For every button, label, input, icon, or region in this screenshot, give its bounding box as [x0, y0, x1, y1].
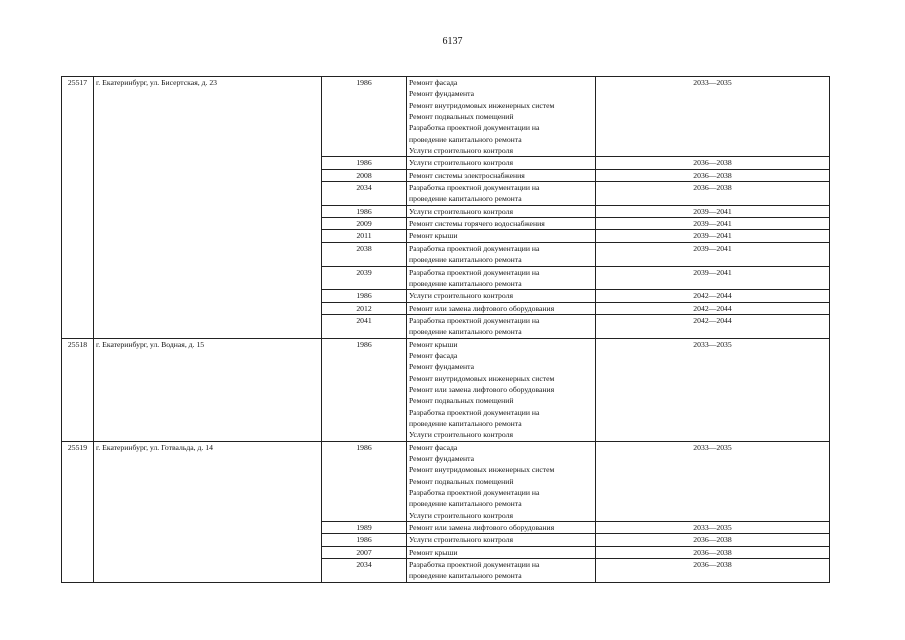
- entry-year: 2039: [322, 266, 407, 290]
- entry-year: 1989: [322, 522, 407, 534]
- entry-works: [407, 230, 596, 242]
- entry-period: 2033—2035: [596, 338, 830, 441]
- entry-period: 2039—2041: [596, 266, 830, 290]
- entry-year: 2041: [322, 314, 407, 338]
- entry-year: 1986: [322, 534, 407, 546]
- entry-year: 1986: [322, 157, 407, 169]
- work-item: Ремонт или замена лифтового оборудования: [409, 523, 555, 533]
- entry-year: 1986: [322, 77, 407, 157]
- capital-repair-table: [61, 76, 830, 583]
- work-item: Ремонт внутридомовых инженерных систем: [409, 465, 555, 475]
- work-item: Разработка проектной документации на: [409, 267, 540, 277]
- entry-year: 2038: [322, 242, 407, 266]
- entry-period: 2042—2044: [596, 314, 830, 338]
- table-body: [62, 77, 830, 583]
- work-item: Ремонт крыши: [409, 339, 458, 349]
- work-item: Ремонт фундамента: [409, 362, 475, 372]
- entry-works: [407, 290, 596, 302]
- work-item: Услуги строительного контроля: [409, 430, 513, 440]
- table-row: [62, 441, 830, 521]
- record-number: 25518: [62, 338, 94, 441]
- record-address: г. Екатеринбург, ул. Готвальда, д. 14: [94, 441, 322, 582]
- entry-works: [407, 218, 596, 230]
- work-item: Ремонт фундамента: [409, 454, 475, 463]
- entry-works: [407, 205, 596, 217]
- entry-period: 2033—2035: [596, 77, 830, 157]
- work-item: Разработка проектной документации на: [409, 123, 540, 133]
- entry-year: 2008: [322, 169, 407, 181]
- entry-year: 2011: [322, 230, 407, 242]
- entry-year: 1986: [322, 290, 407, 302]
- entry-period: 2033—2035: [596, 522, 830, 534]
- work-item: Услуги строительного контроля: [409, 510, 513, 520]
- work-item: Услуги строительного контроля: [409, 206, 513, 216]
- entry-works: [407, 534, 596, 546]
- record-address: г. Екатеринбург, ул. Водная, д. 15: [94, 338, 322, 441]
- entry-works: [407, 242, 596, 266]
- work-item: Разработка проектной документации на: [409, 243, 540, 253]
- work-item: Разработка проектной документации на: [409, 183, 540, 193]
- entry-period: 2042—2044: [596, 302, 830, 314]
- entry-year: 2012: [322, 302, 407, 314]
- work-item: Ремонт крыши: [409, 547, 458, 557]
- work-item: Разработка проектной документации на: [409, 560, 540, 570]
- entry-period: 2039—2041: [596, 205, 830, 217]
- entry-period: 2039—2041: [596, 242, 830, 266]
- work-item: Услуги строительного контроля: [409, 291, 513, 301]
- entry-works: [407, 266, 596, 290]
- entry-works: [407, 157, 596, 169]
- entry-period: 2033—2035: [596, 441, 830, 521]
- work-item: проведение капитального ремонта: [409, 278, 522, 288]
- work-item: проведение капитального ремонта: [409, 327, 522, 337]
- entry-year: 1986: [322, 338, 407, 441]
- work-item: Разработка проектной документации на: [409, 407, 540, 417]
- entry-period: 2036—2038: [596, 559, 830, 583]
- record-address: г. Екатеринбург, ул. Бисертская, д. 23: [94, 77, 322, 339]
- work-item: Ремонт внутридомовых инженерных систем: [409, 100, 555, 110]
- work-item: Разработка проектной документации на: [409, 488, 540, 498]
- work-item: Ремонт фасада: [409, 350, 458, 360]
- record-number: 25517: [62, 77, 94, 339]
- work-item: Услуги строительного контроля: [409, 146, 513, 156]
- entry-year: 2007: [322, 546, 407, 558]
- entry-year: 1986: [322, 205, 407, 217]
- table-row: [62, 338, 830, 441]
- work-item: проведение капитального ремонта: [409, 255, 522, 265]
- work-item: Ремонт или замена лифтового оборудования: [409, 303, 555, 313]
- work-item: проведение капитального ремонта: [409, 134, 522, 144]
- entry-works: [407, 522, 596, 534]
- entry-works: [407, 338, 596, 441]
- work-item: Ремонт системы электроснабжения: [409, 170, 525, 180]
- work-item: Услуги строительного контроля: [409, 535, 513, 545]
- work-item: Ремонт крыши: [409, 231, 458, 241]
- entry-works: [407, 182, 596, 206]
- entry-period: 2036—2038: [596, 546, 830, 558]
- entry-period: 2036—2038: [596, 169, 830, 181]
- work-item: проведение капитального ремонта: [409, 194, 522, 204]
- page-number: 6137: [442, 36, 463, 47]
- entry-year: 1986: [322, 441, 407, 521]
- table-row: [62, 77, 830, 157]
- work-item: проведение капитального ремонта: [409, 418, 522, 428]
- entry-period: 2042—2044: [596, 290, 830, 302]
- record-number: 25519: [62, 441, 94, 582]
- work-item: Ремонт или замена лифтового оборудования: [409, 384, 555, 394]
- work-item: Разработка проектной документации на: [409, 315, 540, 325]
- entry-year: 2034: [322, 559, 407, 583]
- entry-works: [407, 169, 596, 181]
- work-item: проведение капитального ремонта: [409, 499, 522, 509]
- entry-period: 2039—2041: [596, 218, 830, 230]
- work-item: Ремонт фундамента: [409, 89, 475, 99]
- entry-period: 2036—2038: [596, 534, 830, 546]
- entry-works: [407, 546, 596, 558]
- entry-year: 2009: [322, 218, 407, 230]
- work-item: Ремонт фасада: [409, 442, 458, 452]
- entry-period: 2036—2038: [596, 182, 830, 206]
- entry-period: 2039—2041: [596, 230, 830, 242]
- work-item: Услуги строительного контроля: [409, 158, 513, 168]
- work-item: Ремонт системы горячего водоснабжения: [409, 219, 545, 229]
- entry-works: [407, 441, 596, 521]
- work-item: Ремонт подвальных помещений: [409, 476, 514, 486]
- entry-works: [407, 559, 596, 583]
- entry-works: [407, 77, 596, 157]
- work-item: Ремонт фасада: [409, 78, 458, 87]
- entry-works: [407, 314, 596, 338]
- work-item: проведение капитального ремонта: [409, 571, 522, 581]
- entry-works: [407, 302, 596, 314]
- work-item: Ремонт подвальных помещений: [409, 396, 514, 406]
- entry-year: 2034: [322, 182, 407, 206]
- work-item: Ремонт подвальных помещений: [409, 112, 514, 122]
- entry-period: 2036—2038: [596, 157, 830, 169]
- work-item: Ремонт внутридомовых инженерных систем: [409, 373, 555, 383]
